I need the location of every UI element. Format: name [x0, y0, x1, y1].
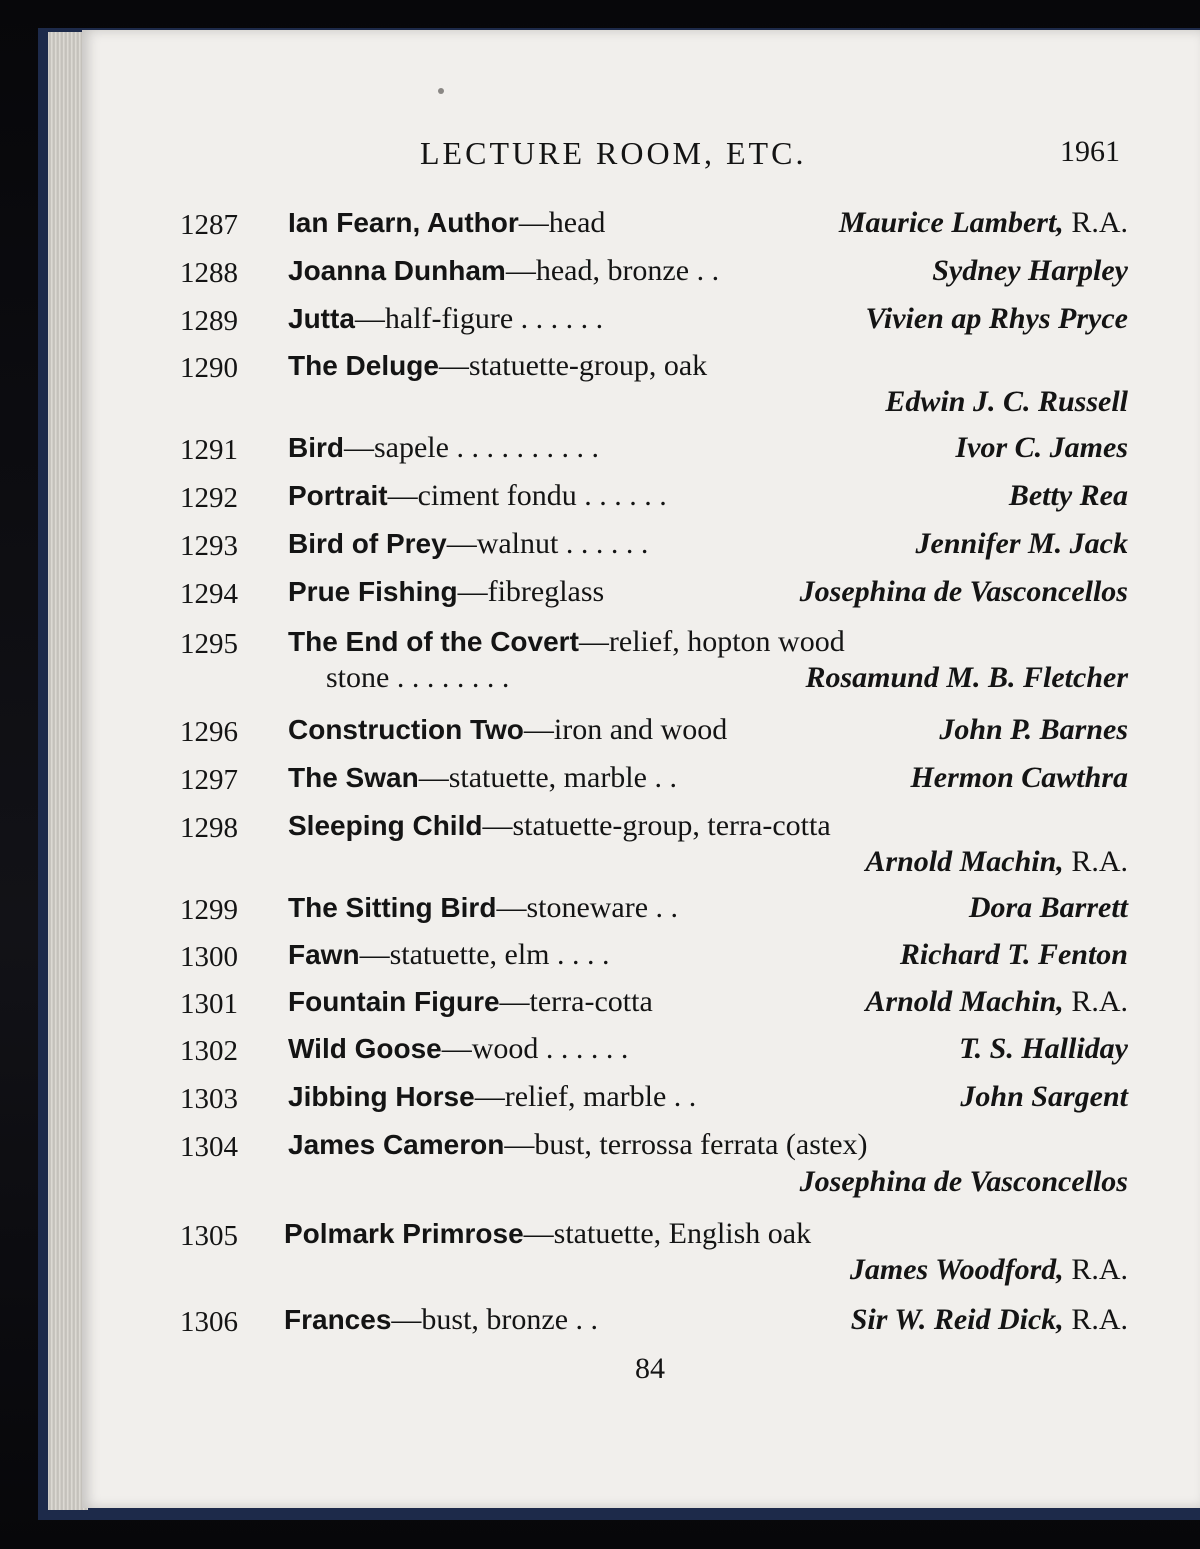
entry-description — [288, 203, 605, 243]
artist-honor: R.A. — [1063, 206, 1128, 239]
entry-title: Jibbing Horse — [288, 1081, 475, 1112]
artist-name: John P. Barnes — [939, 713, 1128, 746]
entry-detail: —stoneware . . — [496, 891, 679, 924]
entry-detail: —bust, bronze . . — [391, 1303, 599, 1336]
entry-detail: —statuette, marble . . — [418, 761, 677, 794]
artist-name: T. S. Halliday — [959, 1032, 1128, 1065]
entry-number: 1305 — [180, 1220, 238, 1252]
entry-detail: —statuette-group, oak — [438, 349, 708, 382]
entry-description — [288, 524, 648, 564]
entry-artist — [885, 382, 1128, 422]
entry-number: 1300 — [180, 941, 238, 973]
entry-number: 1290 — [180, 352, 238, 384]
entry-description — [288, 1029, 628, 1069]
entry-artist — [939, 710, 1128, 750]
entry-number: 1296 — [180, 716, 238, 748]
entry-description — [288, 1125, 868, 1165]
artist-name: Vivien ap Rhys Pryce — [865, 302, 1128, 335]
artist-honor: R.A. — [1063, 1253, 1128, 1286]
entry-title: The End of the Covert — [288, 626, 579, 657]
artist-name: James Woodford, — [849, 1253, 1064, 1286]
entry-title: Construction Two — [288, 714, 524, 745]
entry-title: Frances — [284, 1304, 392, 1335]
artist-name: Edwin J. C. Russell — [885, 385, 1128, 418]
entry-number: 1298 — [180, 812, 238, 844]
entry-number: 1293 — [180, 530, 238, 562]
entry-detail: —walnut . . . . . . — [446, 527, 649, 560]
entry-artist — [960, 1077, 1128, 1117]
entry-artist — [805, 658, 1128, 698]
year-reference: 1961 — [1060, 135, 1120, 168]
entry-description — [288, 428, 599, 468]
artist-name: Rosamund M. B. Fletcher — [805, 661, 1128, 694]
entry-title: Polmark Primrose — [284, 1218, 524, 1249]
entry-title: Wild Goose — [288, 1033, 442, 1064]
entry-artist — [866, 299, 1128, 339]
entry-artist — [959, 1029, 1128, 1069]
entry-number: 1306 — [180, 1306, 238, 1338]
entry-title: Prue Fishing — [288, 576, 458, 607]
entry-artist — [1009, 476, 1128, 516]
entry-artist — [800, 1162, 1128, 1202]
entry-detail: —ciment fondu . . . . . . — [387, 479, 667, 512]
entry-description — [288, 982, 653, 1022]
entry-artist — [910, 758, 1128, 798]
artist-name: Josephina de Vasconcellos — [799, 1165, 1128, 1198]
entry-description — [288, 710, 727, 750]
entry-title: Bird of Prey — [288, 528, 447, 559]
entry-description — [288, 572, 604, 612]
entry-description — [288, 1077, 696, 1117]
entry-description — [288, 758, 677, 798]
page-number: 84 — [635, 1352, 665, 1385]
entry-detail: —bust, terrossa ferrata (astex) — [504, 1128, 868, 1161]
artist-name: Arnold Machin, — [865, 985, 1064, 1018]
entry-artist — [865, 982, 1128, 1022]
artist-name: Richard T. Fenton — [899, 938, 1128, 971]
entry-detail: —half-figure . . . . . . — [354, 302, 604, 335]
entry-number: 1297 — [180, 764, 238, 796]
entry-description — [288, 346, 707, 386]
entry-artist — [839, 203, 1128, 243]
entry-title: Bird — [288, 432, 344, 463]
entry-description — [288, 299, 603, 339]
entry-title: Jutta — [288, 303, 355, 334]
entry-artist — [850, 1250, 1128, 1290]
entry-artist — [865, 842, 1128, 882]
entry-description — [288, 251, 719, 291]
entry-description — [288, 622, 845, 662]
entry-description — [284, 1300, 598, 1340]
entry-number: 1292 — [180, 482, 238, 514]
entry-number: 1303 — [180, 1083, 238, 1115]
entry-detail: —fibreglass — [457, 575, 605, 608]
artist-name: Maurice Lambert, — [838, 206, 1064, 239]
entry-artist — [851, 1300, 1128, 1340]
entry-title: Portrait — [288, 480, 388, 511]
entry-number: 1288 — [180, 257, 238, 289]
entry-artist — [900, 935, 1128, 975]
artist-name: Arnold Machin, — [865, 845, 1064, 878]
entry-title: The Deluge — [288, 350, 439, 381]
artist-name: Dora Barrett — [968, 891, 1128, 924]
entry-description — [288, 935, 610, 975]
entry-detail: —sapele . . . . . . . . . . — [344, 431, 599, 464]
entry-artist — [969, 888, 1128, 928]
artist-name: Josephina de Vasconcellos — [799, 575, 1128, 608]
entry-title: Sleeping Child — [288, 810, 483, 841]
entry-title: James Cameron — [288, 1129, 505, 1160]
entry-number: 1291 — [180, 434, 238, 466]
entry-number: 1301 — [180, 988, 238, 1020]
artist-name: Jennifer M. Jack — [915, 527, 1128, 560]
artist-name: Hermon Cawthra — [910, 761, 1128, 794]
artist-name: Sir W. Reid Dick, — [850, 1303, 1064, 1336]
entry-artist — [956, 428, 1129, 468]
entry-detail: —wood . . . . . . — [441, 1032, 629, 1065]
entry-detail: —relief, marble . . — [474, 1080, 697, 1113]
entry-number: 1287 — [180, 209, 238, 241]
entry-detail: —statuette, elm . . . . — [359, 938, 610, 971]
entry-description — [284, 1214, 811, 1254]
artist-name: Ivor C. James — [955, 431, 1128, 464]
artist-honor: R.A. — [1063, 1303, 1128, 1336]
artist-honor: R.A. — [1063, 845, 1128, 878]
entry-description — [288, 888, 678, 928]
entry-detail: —statuette, English oak — [523, 1217, 812, 1250]
entry-number: 1289 — [180, 305, 238, 337]
entry-artist — [916, 524, 1129, 564]
artist-name: Betty Rea — [1008, 479, 1128, 512]
entry-description — [288, 806, 831, 846]
artist-name: Sydney Harpley — [932, 254, 1128, 287]
entry-title: The Swan — [288, 762, 419, 793]
entry-description — [288, 476, 667, 516]
entry-detail-continuation: stone . . . . . . . . — [326, 661, 510, 694]
entry-title: Joanna Dunham — [288, 255, 506, 286]
entry-detail: —iron and wood — [523, 713, 728, 746]
entry-detail: —terra-cotta — [499, 985, 653, 1018]
entry-title: Fountain Figure — [288, 986, 500, 1017]
entry-artist — [932, 251, 1128, 291]
entry-number: 1304 — [180, 1131, 238, 1163]
entry-number: 1294 — [180, 578, 238, 610]
entry-detail: —head, bronze . . — [505, 254, 720, 287]
entry-artist — [800, 572, 1128, 612]
entry-detail: —statuette-group, terra-cotta — [482, 809, 831, 842]
artist-name: John Sargent — [960, 1080, 1128, 1113]
entry-detail: —head — [518, 206, 606, 239]
entry-title: Fawn — [288, 939, 360, 970]
artist-honor: R.A. — [1063, 985, 1128, 1018]
entry-number: 1295 — [180, 628, 238, 660]
entry-title: The Sitting Bird — [288, 892, 497, 923]
entry-number: 1302 — [180, 1035, 238, 1067]
entry-title: Ian Fearn, Author — [288, 207, 519, 238]
entry-number: 1299 — [180, 894, 238, 926]
section-title: LECTURE ROOM, ETC. — [420, 135, 807, 171]
entry-detail: —relief, hopton wood — [578, 625, 845, 658]
